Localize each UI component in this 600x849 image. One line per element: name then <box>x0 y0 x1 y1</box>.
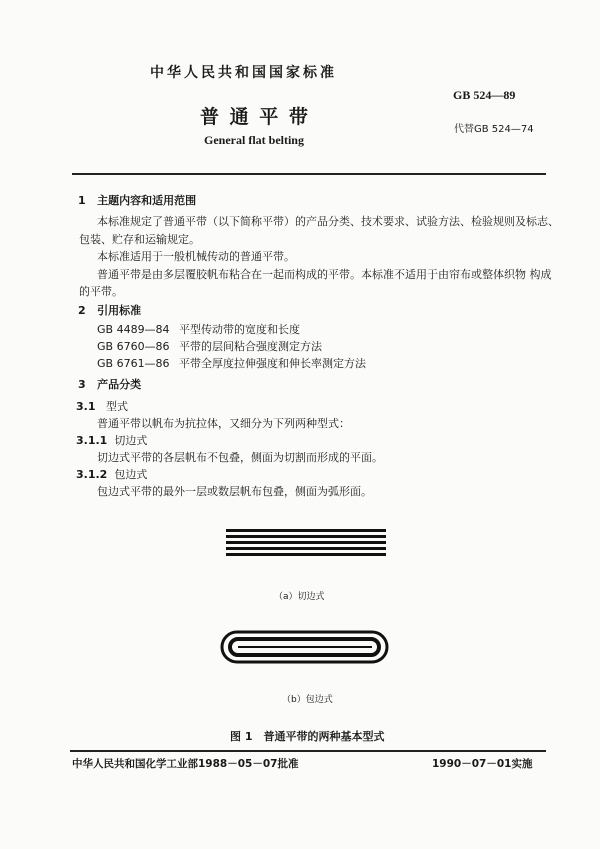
paragraph-line: 普通平带是由多层覆胶帆布粘合在一起而构成的平带。本标准不适用于由帘布或整体织物 构成 <box>97 268 552 281</box>
paragraph-line: 本标准适用于一般机械传动的普通平带。 <box>97 250 295 263</box>
wrapped-edge-belt-diagram <box>220 630 390 665</box>
paragraph-line: 包装、贮存和运输规定。 <box>79 233 200 246</box>
page-title: 普 通 平 带 <box>200 106 310 128</box>
replaces-note: 代替GB 524—74 <box>454 124 534 135</box>
subsection-heading: 3.1.1 切边式 <box>76 434 148 447</box>
top-rule <box>72 173 546 175</box>
reference-item: GB 4489—84 平型传动带的宽度和长度 <box>97 323 300 336</box>
effective-date: 1990－07－01实施 <box>432 758 533 770</box>
figure-caption: 图 1 普通平带的两种基本型式 <box>230 730 385 743</box>
paragraph-line: 的平带。 <box>79 285 123 298</box>
bottom-rule <box>70 750 546 752</box>
reference-item: GB 6760—86 平带的层间粘合强度测定方法 <box>97 340 322 353</box>
paragraph-line: 本标准规定了普通平带（以下简称平带）的产品分类、技术要求、试验方法、检验规则及标志、 <box>97 215 559 228</box>
subsection-text: 普通平带以帆布为抗拉体，又细分为下列两种型式： <box>97 417 350 430</box>
section-1-heading: 1 主题内容和适用范围 <box>78 194 197 207</box>
country-standard-heading: 中华人民共和国国家标准 <box>150 65 337 81</box>
section-2-heading: 2 引用标准 <box>78 304 142 317</box>
subsection-heading: 3.1 型式 <box>76 400 128 413</box>
section-3-heading: 3 产品分类 <box>78 378 142 391</box>
reference-item: GB 6761—86 平带全厚度拉伸强度和伸长率测定方法 <box>97 357 366 370</box>
subsection-text: 包边式平带的最外一层或数层帆布包叠，侧面为弧形面。 <box>97 485 372 498</box>
figure-caption-b: （b）包边式 <box>282 695 333 705</box>
approval-note: 中华人民共和国化学工业部1988－05－07批准 <box>72 758 299 770</box>
english-title: General flat belting <box>204 133 304 147</box>
subsection-heading: 3.1.2 包边式 <box>76 468 148 481</box>
subsection-text: 切边式平带的各层帆布不包叠，侧面为切割而形成的平面。 <box>97 451 383 464</box>
standard-code: GB 524—89 <box>453 88 516 102</box>
figure-caption-a: （a）切边式 <box>274 592 325 602</box>
